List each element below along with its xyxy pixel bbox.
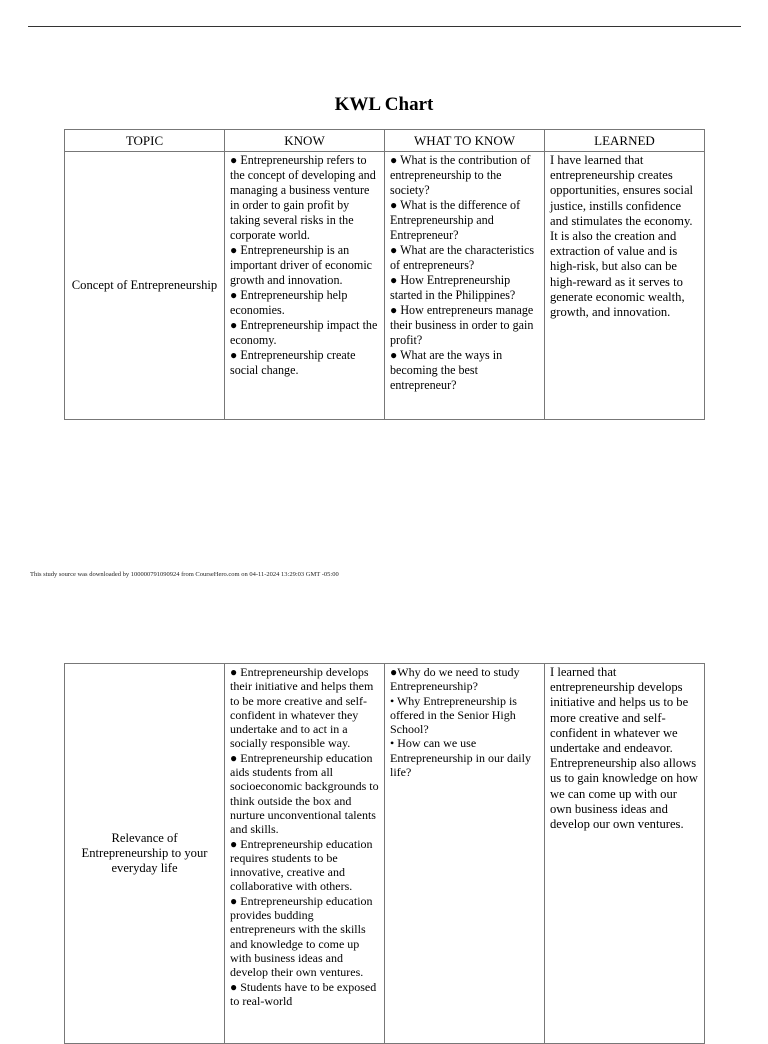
question-item: ● How entrepreneurs manage their business in order to gain profit?	[390, 303, 534, 347]
know-item: ● Entrepreneurship impact the economy.	[230, 318, 378, 347]
topic-cell: Concept of Entrepreneurship	[65, 152, 225, 420]
know-item: ● Entrepreneurship is an important driver of economic growth and innovation.	[230, 243, 373, 287]
know-item: ● Entrepreneurship help economies.	[230, 288, 348, 317]
know-item: ● Entrepreneurship education aids students from all socioeconomic backgrounds to think outside the box and nurture unconventional talents and skills.	[230, 750, 379, 837]
header-what-to-know: WHAT TO KNOW	[385, 130, 545, 152]
know-item: ● Entrepreneurship education provides budding entrepreneurs with the skills and knowledge to come up with business ideas and develop their own ventures.	[230, 893, 373, 980]
know-item: ● Entrepreneurship refers to the concept of developing and managing a business venture in order to gain profit by taking several risks in the corporate world.	[230, 153, 376, 242]
top-rule	[28, 26, 741, 27]
know-item: ● Entrepreneurship education requires students to be innovative, creative and collaborative with others.	[230, 836, 373, 894]
kwl-table-continued	[64, 663, 705, 1044]
learned-cell: I have learned that entrepreneurship creates opportunities, ensures social justice, instills confidence and stimulates the economy. It is also the creation and extraction of value and is high-risk, but also can be high-reward as it serves to generate economic wealth, growth, and innovation.	[545, 152, 705, 420]
question-item: ● What is the difference of Entrepreneurship and Entrepreneur?	[390, 198, 521, 242]
header-row	[65, 130, 705, 152]
question-item: • How can we use Entrepreneurship in our daily life?	[390, 736, 531, 780]
header-topic: TOPIC	[65, 130, 225, 152]
download-notice: This study source was downloaded by 100000791090924 from CourseHero.com on 04-11-2024 13:29:03 GMT -05:00	[30, 571, 339, 578]
kwl-table	[64, 129, 705, 420]
question-item: ● How Entrepreneurship started in the Philippines?	[390, 273, 516, 302]
know-cell	[225, 152, 385, 420]
table-row	[65, 664, 705, 1044]
know-cell	[225, 664, 385, 1044]
table-row	[65, 152, 705, 420]
question-item: ●Why do we need to study Entrepreneurship?	[390, 665, 520, 694]
know-item: ● Students have to be exposed to real-world	[230, 979, 377, 1008]
page-title: KWL Chart	[334, 94, 434, 115]
learned-cell: I learned that entrepreneurship develops initiative and helps us to be more creative and self-confident in whatever we undertake and endeavor. Entrepreneurship also allows us to gain knowledge on how we can come up with our own business ideas and develop our own ventures.	[545, 664, 705, 1044]
header-know: KNOW	[225, 130, 385, 152]
question-item: • Why Entrepreneurship is offered in the Senior High School?	[390, 693, 517, 737]
question-item: ● What are the ways in becoming the best entrepreneur?	[390, 348, 503, 392]
question-item: ● What is the contribution of entrepreneurship to the society?	[390, 153, 531, 197]
know-item: ● Entrepreneurship create social change.	[230, 348, 356, 377]
header-learned: LEARNED	[545, 130, 705, 152]
topic-cell: Relevance of Entrepreneurship to your everyday life	[65, 664, 225, 1044]
what-to-know-cell	[385, 664, 545, 1044]
question-item: ● What are the characteristics of entrepreneurs?	[390, 243, 535, 272]
know-item: ● Entrepreneurship develops their initiative and helps them to be more creative and self-confident in whatever they undertake and to act in a socially responsible way.	[230, 665, 374, 751]
what-to-know-cell	[385, 152, 545, 420]
